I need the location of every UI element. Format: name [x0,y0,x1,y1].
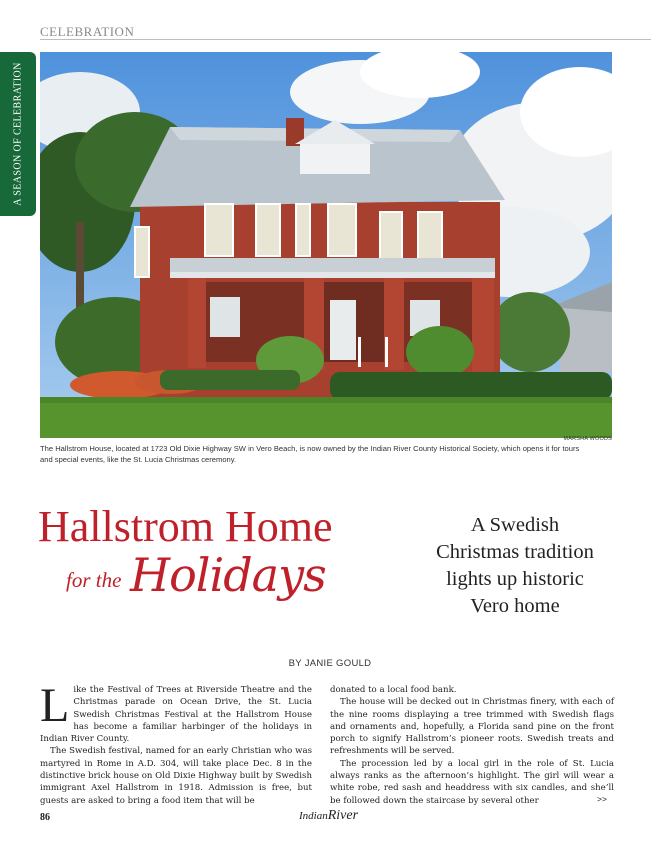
magazine-logo [299,808,358,824]
subhead-line: A Swedish [470,514,560,536]
page-number: 86 [40,812,50,823]
subhead [415,512,615,620]
article-paragraph: donated to a local food bank. [330,685,457,695]
headline-holidays: Holidays [130,548,326,602]
article-paragraph: The procession led by a local girl in the role of St. Lucia always ranks as the afternoon’s highlight. The girl will wear a white robe, red sash and headdress with six candles, and she’ll be followed down the staircase by several other [330,758,614,806]
section-divider [40,39,651,40]
article-column-2 [330,684,614,807]
byline: BY JANIE GOULD [288,658,372,669]
drop-cap: L [40,679,70,732]
continue-arrow: >> [597,794,607,804]
hero-photo [40,52,612,438]
article-paragraph: The house will be decked out in Christmas finery, with each of the nine rooms displaying a tree trimmed with Swedish flags and ornaments and, hopefully, a Florida sand pine on the front porch to signify Hallstrom’s pioneer roots. Swedish treats and refreshments will be served. [330,697,614,757]
subhead-line: Christmas tradition [436,541,594,563]
section-label: CELEBRATION [40,24,135,39]
logo-prefix: Indian [299,810,328,822]
article-paragraph [40,679,312,745]
headline-line1: Hallstrom Home [38,502,333,551]
subhead-line: Vero home [470,595,560,617]
photo-caption: The Hallstrom House, located at 1723 Old Dixie Highway SW in Vero Beach, is now owned by the Indian River County Historical Society, which opens it for tours and special events, like the St. Lucia Christmas ceremony. [40,444,580,464]
logo-main: River [327,808,359,823]
article-column-1 [40,679,312,807]
subhead-line: lights up historic [446,568,584,590]
side-tab-label: A SEASON OF CELEBRATION [12,62,24,206]
paragraph-text: ike the Festival of Trees at Riverside Theatre and the Christmas parade on Ocean Drive, the St. Lucia Swedish Christmas Festival at the Hallstrom House has become a familiar harbinger of the holidays in Indian River County. [40,685,312,745]
side-tab [0,52,36,216]
article-paragraph: The Swedish festival, named for an early Christian who was martyred in Rome in A.D. 304, will take place Dec. 8 in the distinctive brick house on Old Dixie Highway built by Swedish immigrant Axel Hallstrom in 1918. Admission is free, but guests are asked to bring a food item that will be [40,746,312,806]
photo-credit: MARSHA WOODS [563,436,612,442]
headline-for-the: for the [66,568,122,592]
